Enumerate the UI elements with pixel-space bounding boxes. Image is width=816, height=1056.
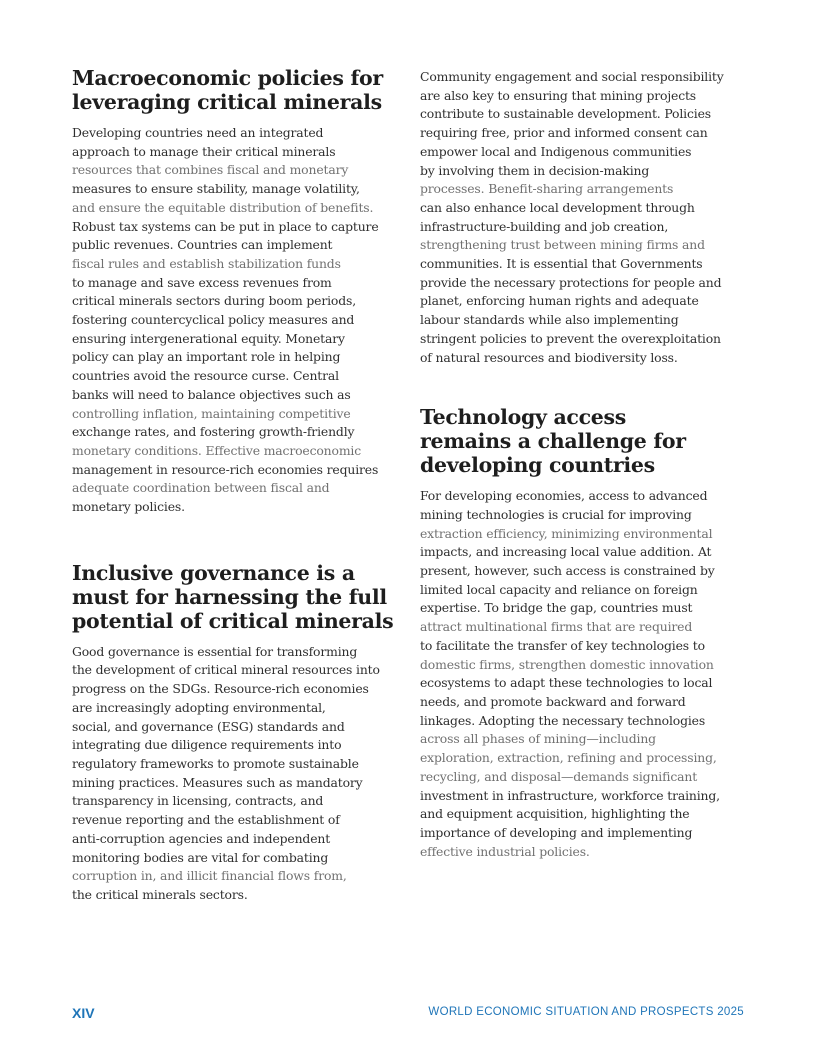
text-line: fiscal rules and establish stabilization funds bbox=[72, 255, 341, 271]
text-line: regulatory frameworks to promote sustainable bbox=[72, 755, 359, 771]
section-inclusive-governance bbox=[72, 561, 398, 905]
page-number: XIV bbox=[72, 1005, 95, 1021]
text-line: banks will need to balance objectives such as bbox=[72, 386, 351, 402]
heading-line: remains a challenge for bbox=[420, 429, 686, 454]
text-line: ecosystems to adapt these technologies to local bbox=[420, 675, 713, 691]
heading-line: Inclusive governance is a bbox=[72, 560, 355, 585]
text-line: the critical minerals sectors. bbox=[72, 886, 248, 902]
text-line: countries avoid the resource curse. Central bbox=[72, 368, 339, 384]
text-line: contribute to sustainable development. Policies bbox=[420, 106, 711, 122]
text-line: management in resource-rich economies requires bbox=[72, 461, 379, 477]
text-line: empower local and Indigenous communities bbox=[420, 143, 692, 159]
text-line: labour standards while also implementing bbox=[420, 312, 679, 328]
left-column bbox=[72, 66, 398, 905]
text-line: revenue reporting and the establishment of bbox=[72, 812, 340, 828]
section-heading bbox=[420, 405, 746, 477]
text-line: and ensure the equitable distribution of benefits. bbox=[72, 199, 374, 215]
text-line: limited local capacity and reliance on foreign bbox=[420, 581, 698, 597]
text-line: stringent policies to prevent the overexploitation bbox=[420, 330, 721, 346]
text-line: the development of critical mineral resources into bbox=[72, 662, 380, 678]
text-line: integrating due diligence requirements into bbox=[72, 737, 342, 753]
text-line: investment in infrastructure, workforce training, bbox=[420, 787, 720, 803]
text-line: social, and governance (ESG) standards and bbox=[72, 718, 345, 734]
text-line: approach to manage their critical minerals bbox=[72, 143, 336, 159]
section-technology-access bbox=[420, 405, 746, 861]
text-line: are also key to ensuring that mining projects bbox=[420, 87, 697, 103]
heading-line: Macroeconomic policies for bbox=[72, 66, 383, 90]
section-macroeconomic-policies bbox=[72, 66, 398, 517]
section-paragraph bbox=[420, 68, 746, 367]
text-line: ensuring intergenerational equity. Monetary bbox=[72, 330, 345, 346]
text-line: critical minerals sectors during boom periods, bbox=[72, 293, 357, 309]
text-line: exchange rates, and fostering growth-friendly bbox=[72, 424, 355, 440]
section-paragraph bbox=[72, 643, 398, 905]
text-line: mining practices. Measures such as mandatory bbox=[72, 774, 363, 790]
text-line: to facilitate the transfer of key technologies to bbox=[420, 637, 705, 653]
text-line: can also enhance local development through bbox=[420, 199, 695, 215]
text-line: transparency in licensing, contracts, and bbox=[72, 793, 324, 809]
text-line: Robust tax systems can be put in place to capture bbox=[72, 218, 379, 234]
text-line: expertise. To bridge the gap, countries must bbox=[420, 600, 693, 616]
text-line: domestic firms, strengthen domestic innovation bbox=[420, 656, 714, 672]
text-line: impacts, and increasing local value addition. At bbox=[420, 544, 712, 560]
text-line: processes. Benefit-sharing arrangements bbox=[420, 181, 674, 197]
section-paragraph bbox=[420, 487, 746, 861]
text-line: monetary policies. bbox=[72, 499, 185, 515]
heading-line: Technology access bbox=[420, 405, 627, 430]
text-line: Developing countries need an integrated bbox=[72, 125, 324, 140]
text-line: monetary conditions. Effective macroeconomic bbox=[72, 442, 362, 458]
text-line: communities. It is essential that Governments bbox=[420, 256, 703, 272]
text-line: provide the necessary protections for people and bbox=[420, 274, 722, 290]
heading-line: developing countries bbox=[420, 453, 655, 478]
heading-line: leveraging critical minerals bbox=[72, 90, 382, 114]
text-line: controlling inflation, maintaining competitive bbox=[72, 405, 351, 421]
text-line: infrastructure-building and job creation, bbox=[420, 218, 669, 234]
text-line: present, however, such access is constrained by bbox=[420, 563, 715, 579]
text-line: anti-corruption agencies and independent bbox=[72, 830, 331, 846]
text-line: adequate coordination between fiscal and bbox=[72, 480, 330, 496]
text-line: For developing economies, access to advanced bbox=[420, 488, 708, 504]
text-line: importance of developing and implementing bbox=[420, 824, 693, 840]
text-line: mining technologies is crucial for improving bbox=[420, 506, 692, 522]
text-line: monitoring bodies are vital for combating bbox=[72, 849, 329, 865]
text-line: extraction efficiency, minimizing environmental bbox=[420, 525, 713, 541]
text-line: Community engagement and social responsibility bbox=[420, 69, 724, 84]
text-line: of natural resources and biodiversity loss. bbox=[420, 349, 678, 365]
text-line: corruption in, and illicit financial flows from, bbox=[72, 868, 347, 884]
text-line: fostering countercyclical policy measures and bbox=[72, 312, 355, 328]
text-line: linkages. Adopting the necessary technologies bbox=[420, 712, 706, 728]
text-line: Good governance is essential for transforming bbox=[72, 643, 358, 659]
section-heading bbox=[72, 66, 398, 114]
publication-title: WORLD ECONOMIC SITUATION AND PROSPECTS 2025 bbox=[428, 1006, 744, 1018]
section-community-engagement bbox=[420, 68, 746, 367]
text-line: planet, enforcing human rights and adequate bbox=[420, 293, 699, 309]
text-line: measures to ensure stability, manage volatility, bbox=[72, 181, 360, 197]
text-line: effective industrial policies. bbox=[420, 843, 590, 859]
text-line: attract multinational firms that are required bbox=[420, 619, 693, 635]
text-line: progress on the SDGs. Resource-rich economies bbox=[72, 681, 369, 697]
text-line: needs, and promote backward and forward bbox=[420, 693, 686, 709]
right-column bbox=[420, 68, 746, 861]
text-line: requiring free, prior and informed consent can bbox=[420, 125, 708, 141]
heading-line: potential of critical minerals bbox=[72, 608, 394, 633]
text-line: and equipment acquisition, highlighting the bbox=[420, 806, 690, 822]
section-paragraph bbox=[72, 124, 398, 517]
text-line: recycling, and disposal—demands significant bbox=[420, 768, 698, 784]
text-line: strengthening trust between mining firms and bbox=[420, 237, 705, 253]
section-heading bbox=[72, 561, 398, 633]
text-line: policy can play an important role in helping bbox=[72, 349, 341, 365]
heading-line: must for harnessing the full bbox=[72, 584, 387, 609]
text-line: across all phases of mining—including bbox=[420, 731, 656, 747]
text-line: public revenues. Countries can implement bbox=[72, 237, 333, 253]
text-line: by involving them in decision-making bbox=[420, 162, 650, 178]
text-line: resources that combines fiscal and monetary bbox=[72, 162, 349, 178]
text-line: exploration, extraction, refining and processing, bbox=[420, 750, 717, 766]
text-line: are increasingly adopting environmental, bbox=[72, 699, 326, 715]
text-line: to manage and save excess revenues from bbox=[72, 274, 332, 290]
